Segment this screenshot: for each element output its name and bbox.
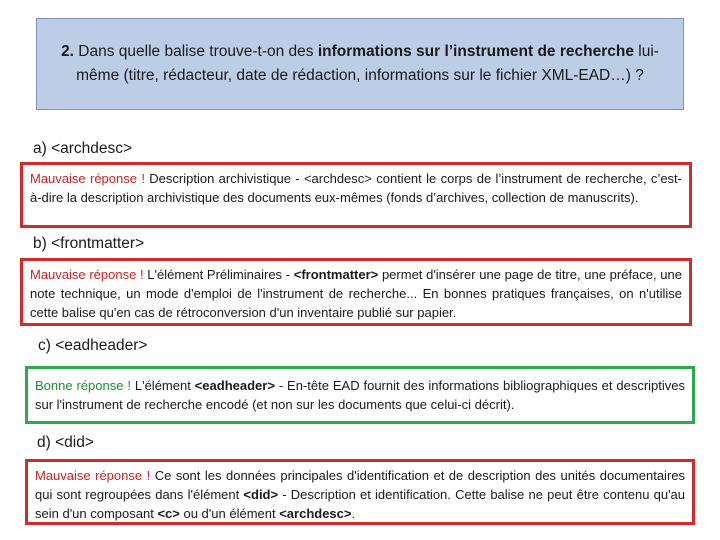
option-c-label[interactable]: c) <eadheader> xyxy=(38,337,148,354)
verdict-wrong: Mauvaise réponse ! xyxy=(35,468,151,483)
explanation-text: Ce sont les données principales d'identification et de description des unités documentaires qui sont regroupées dans l'élément xyxy=(35,468,685,502)
explanation-text: ou d'un élément xyxy=(179,506,280,521)
explanation-text: L'élément xyxy=(130,378,195,393)
answer-c-feedback xyxy=(25,366,695,424)
explanation-tag: <archdesc> xyxy=(279,506,352,521)
verdict-wrong: Mauvaise réponse ! xyxy=(30,267,144,282)
explanation-text: - Description et identification. Cette balise ne peut être contenu qu'au sein d'un composant xyxy=(35,487,686,521)
explanation-text: L'élément Préliminaires - xyxy=(143,267,294,282)
explanation-tag: <did> xyxy=(243,487,279,502)
explanation-text: permet d'insérer une page de titre, une préface, une note technique, un mode d'emploi de l'instrument de recherche... En bonnes pratiques françaises, on n'utilise cette balise qu'en cas de rétroconversion d'un inventaire publié sur papier. xyxy=(30,267,682,320)
question-text-part: Dans quelle balise trouve-t-on des xyxy=(74,43,318,60)
verdict-wrong: Mauvaise réponse ! xyxy=(30,171,145,186)
explanation-text: Description archivistique - <archdesc> contient le corps de l’instrument de recherche, c’est-à-dire la description archivistique des documents eux-mêmes (fonds d’archives, collection de manuscrits). xyxy=(30,171,682,205)
explanation-text: . xyxy=(351,506,356,521)
option-d-label[interactable]: d) <did> xyxy=(37,434,94,451)
answer-d-feedback xyxy=(25,459,695,525)
answer-a-feedback xyxy=(20,162,692,228)
verdict-correct: Bonne réponse ! xyxy=(35,378,131,393)
question-text xyxy=(51,40,669,88)
explanation-tag: <frontmatter> xyxy=(293,267,379,282)
explanation-text: - En-tête EAD fournit des informations bibliographiques et descriptives sur l'instrument de recherche encodé (et non sur les documents que celui-ci décrit). xyxy=(35,378,685,412)
question-text-part: lui-même (titre, rédacteur, date de rédaction, informations sur le fichier XML-EAD…) ? xyxy=(76,43,659,84)
question-text-emphasis: informations sur l’instrument de recherche xyxy=(317,43,634,60)
explanation-tag: <c> xyxy=(157,506,180,521)
answer-b-feedback xyxy=(20,258,692,326)
question-number: 2. xyxy=(61,43,74,60)
option-a-label[interactable]: a) <archdesc> xyxy=(33,140,133,157)
option-b-label[interactable]: b) <frontmatter> xyxy=(33,235,145,252)
explanation-tag: <eadheader> xyxy=(194,378,275,393)
question-box xyxy=(36,18,684,110)
